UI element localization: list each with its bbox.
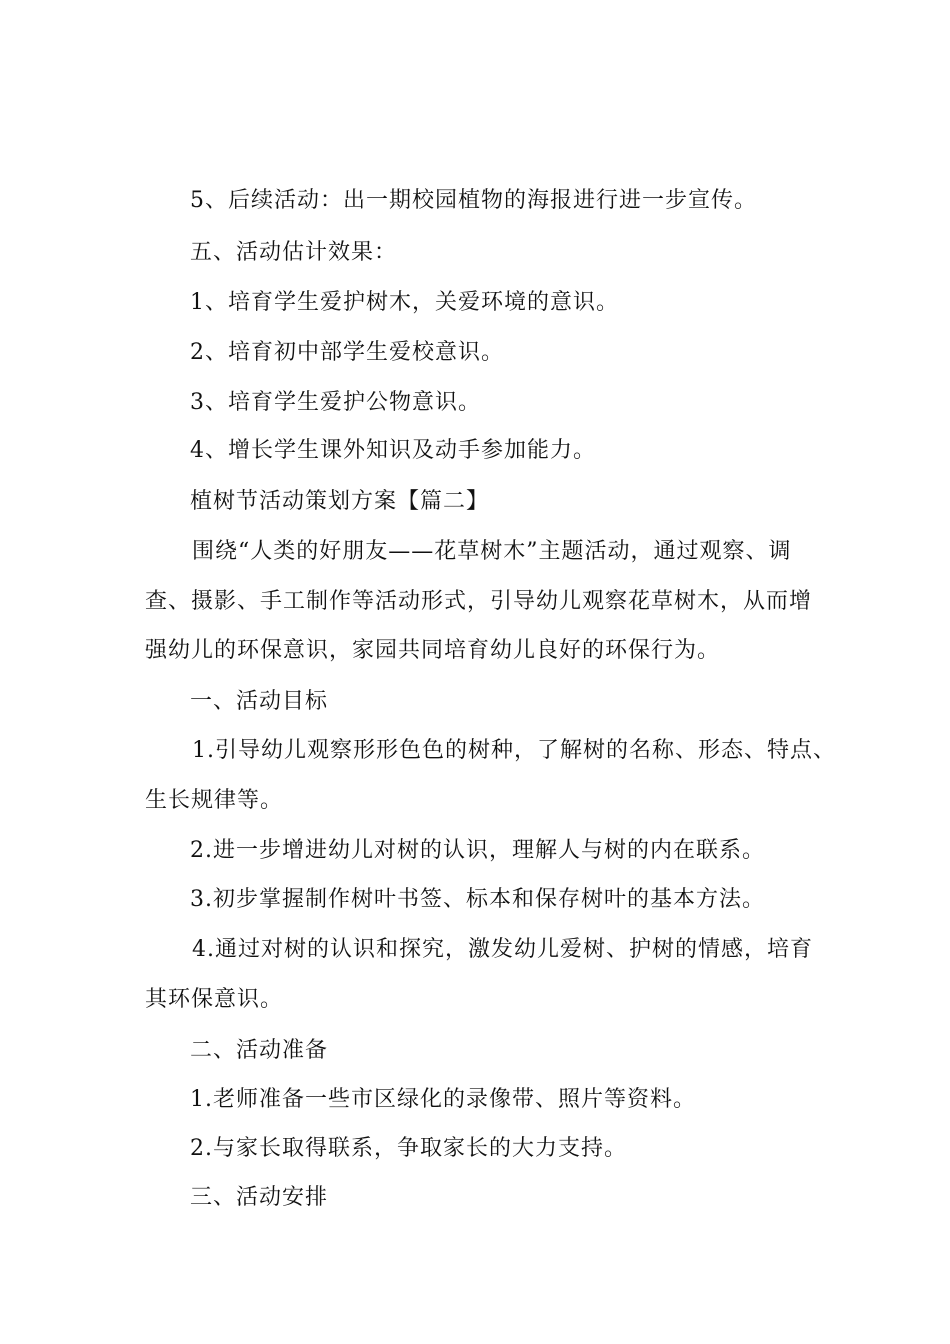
text-line: 2.进一步增进幼儿对树的认识，理解人与树的内在联系。 bbox=[190, 838, 765, 863]
text-line: 1.老师准备一些市区绿化的录像带、照片等资料。 bbox=[190, 1087, 696, 1112]
text-line: 3、培育学生爱护公物意识。 bbox=[190, 390, 481, 415]
paragraph-line: 强幼儿的环保意识，家园共同培育幼儿良好的环保行为。 bbox=[145, 638, 721, 663]
text-line: 2、培育初中部学生爱校意识。 bbox=[190, 340, 504, 365]
paragraph-line: 1.引导幼儿观察形形色色的树种，了解树的名称、形态、特点、 bbox=[192, 738, 836, 763]
text-line: 1、培育学生爱护树木，关爱环境的意识。 bbox=[190, 290, 619, 315]
text-line: 3.初步掌握制作树叶书签、标本和保存树叶的基本方法。 bbox=[190, 887, 765, 912]
paragraph-line: 查、摄影、手工制作等活动形式，引导幼儿观察花草树木，从而增 bbox=[145, 589, 813, 614]
text-line: 5、后续活动：出一期校园植物的海报进行进一步宣传。 bbox=[190, 188, 757, 213]
paragraph-line: 围绕“人类的好朋友——花草树木”主题活动，通过观察、调 bbox=[192, 539, 792, 564]
document-title: 植树节活动策划方案【篇二】 bbox=[190, 489, 490, 514]
paragraph-line: 生长规律等。 bbox=[145, 788, 284, 813]
text-line: 4、增长学生课外知识及动手参加能力。 bbox=[190, 438, 596, 463]
section-heading: 一、活动目标 bbox=[190, 689, 329, 714]
text-line: 2.与家长取得联系，争取家长的大力支持。 bbox=[190, 1136, 627, 1161]
paragraph-line: 其环保意识。 bbox=[145, 987, 284, 1012]
section-heading: 三、活动安排 bbox=[190, 1185, 329, 1210]
paragraph-line: 4.通过对树的认识和探究，激发幼儿爱树、护树的情感，培育 bbox=[192, 937, 813, 962]
section-heading: 五、活动估计效果： bbox=[190, 240, 398, 265]
section-heading: 二、活动准备 bbox=[190, 1038, 329, 1063]
